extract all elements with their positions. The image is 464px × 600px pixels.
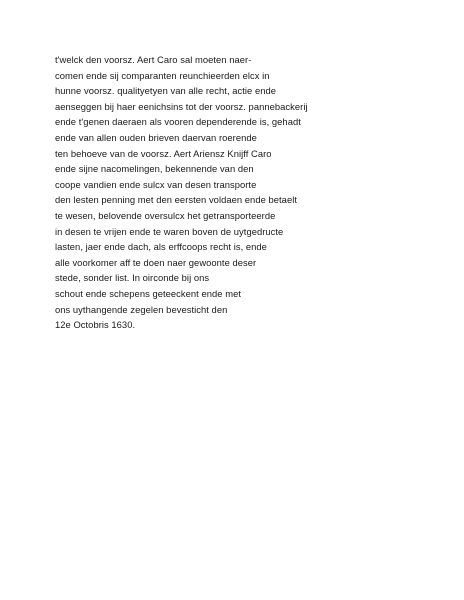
text-line: aenseggen bij haer eenichsins tot der voorsz. pannebackerij xyxy=(55,100,308,112)
text-line: den lesten penning met den eersten voldaen ende betaelt xyxy=(55,194,297,206)
text-line: ende van allen ouden brieven daervan roerende xyxy=(55,131,257,143)
text-line: hunne voorsz. qualityetyen van alle recht, actie ende xyxy=(55,85,277,97)
text-line: te wesen, belovende oversulcx het getransporteerde xyxy=(55,209,276,221)
text-line: ende t'genen daeraen als vooren dependerende is, gehadt xyxy=(55,116,301,128)
text-line: 12e Octobris 1630. xyxy=(55,319,136,331)
text-line: ende sijne nacomelingen, bekennende van den xyxy=(55,163,254,175)
text-line: ten behoeve van de voorsz. Aert Ariensz Knijff Caro xyxy=(55,147,272,159)
text-line: in desen te vrijen ende te waren boven de uytgedructe xyxy=(55,225,284,237)
text-line: coope vandien ende sulcx van desen transporte xyxy=(55,178,257,190)
transcription-text-block xyxy=(55,52,435,333)
text-line: lasten, jaer ende dach, als erffcoops recht is, ende xyxy=(55,241,267,253)
text-line: ons uythangende zegelen bevesticht den xyxy=(55,303,228,315)
text-line: stede, sonder list. In oirconde bij ons xyxy=(55,272,210,284)
text-line: alle voorkomer aff te doen naer gewoonte deser xyxy=(55,256,257,268)
text-line: comen ende sij comparanten reunchieerden elcx in xyxy=(55,69,270,81)
text-line: t'welck den voorsz. Aert Caro sal moeten naer- xyxy=(55,54,252,65)
text-line: schout ende schepens geteeckent ende met xyxy=(55,287,241,299)
